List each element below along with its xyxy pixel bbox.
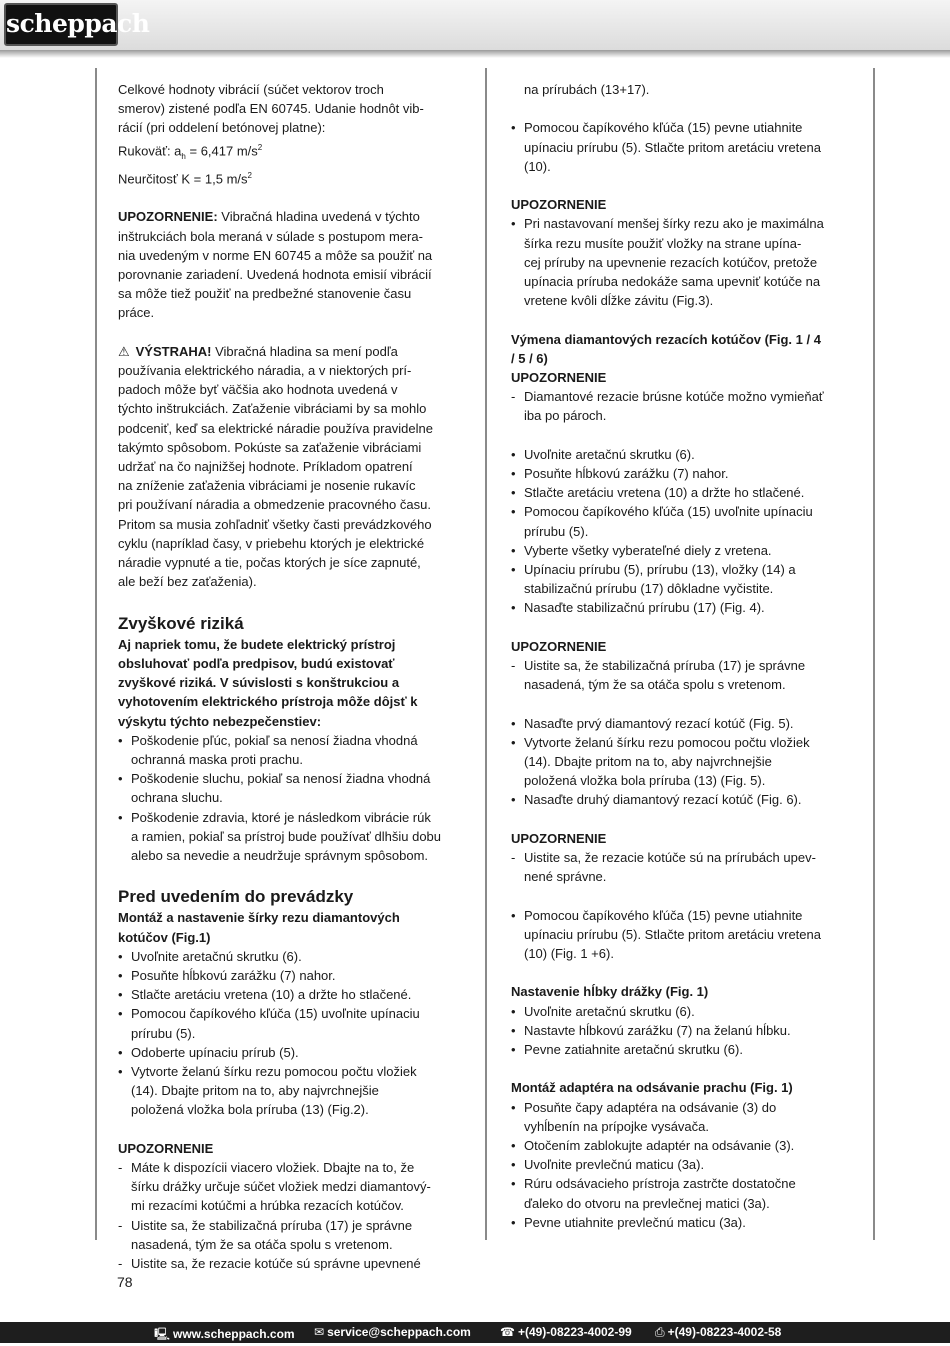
list-item	[511, 1040, 856, 1059]
list-item-line: Otočením zablokujte adaptér na odsávanie (3).	[524, 1138, 795, 1154]
list-marker: •	[511, 907, 516, 923]
list-item	[118, 1254, 463, 1273]
vibration-uncertainty	[118, 166, 463, 189]
list-item-line: stabilizačnú prírubu (17) dôkladne vyčistite.	[524, 581, 774, 597]
list-item-line: Posuňte hĺbkovú zarážku (7) nahor.	[524, 466, 729, 481]
warning-label: VÝSTRAHA!	[132, 343, 212, 359]
list-marker: •	[511, 120, 516, 136]
list-item	[118, 769, 463, 807]
list-item-line: Uistite sa, že rezacie kotúče sú na prírubách upev-	[524, 850, 816, 866]
list-item-line: Nasaďte stabilizačnú prírubu (17) (Fig. 4).	[524, 600, 765, 616]
list-marker: •	[511, 1214, 516, 1230]
warning-line: ale beží bez zaťaženia).	[118, 574, 257, 590]
list-marker: -	[118, 1159, 123, 1175]
vibration-superscript: 2	[257, 142, 263, 152]
list-item-line: položená vložka bola príruba (13) (Fig. 5).	[524, 773, 766, 789]
list-item-line: alebo sa nevedie a neudržuje správnym spôsobom.	[131, 847, 429, 863]
stabilizer-note	[511, 656, 856, 694]
list-item-line: prírubu (5).	[524, 523, 589, 539]
list-item-line: Uistite sa, že stabilizačná príruba (17) je správne	[131, 1217, 413, 1233]
list-item-line: upínaciu prírubu (5). Stlačte pritom aretáciu vretena	[524, 139, 821, 155]
list-item-line: Upínaciu prírubu (5), prírubu (13), vložky (14) a	[524, 562, 796, 578]
list-item	[511, 656, 856, 694]
list-item	[511, 1174, 856, 1212]
list-marker: •	[511, 542, 516, 558]
list-marker: •	[511, 600, 516, 616]
subheading-dust-adapter: Montáž adaptéra na odsávanie prachu (Fig. 1)	[511, 1080, 793, 1096]
list-item-line: Vytvorte želanú šírku rezu pomocou počtu vložiek	[131, 1063, 417, 1079]
list-marker: •	[118, 1063, 123, 1079]
list-marker: •	[118, 1006, 123, 1022]
note-line	[118, 207, 463, 226]
list-item-line: Uvoľnite aretačnú skrutku (6).	[131, 948, 302, 964]
warning-line: Pritom sa musia zohľadniť všetky časti prevádzkového	[118, 516, 432, 532]
list-marker: •	[511, 1042, 516, 1058]
uncertainty-superscript: 2	[247, 170, 252, 180]
column-rule-right	[873, 68, 875, 1240]
residual-risks-line: vyhotovením elektrického prístroja môže dôjsť k	[118, 694, 418, 710]
list-item	[118, 808, 463, 866]
note-heading: UPOZORNENIE	[511, 830, 607, 846]
list-item-line: Nasaďte prvý diamantový rezací kotúč (Fig. 5).	[524, 715, 794, 731]
warning-line: podceniť, keď sa elektrické náradie používa pravidelne	[118, 420, 433, 436]
list-marker: •	[511, 1099, 516, 1115]
note-heading: UPOZORNENIE	[511, 370, 607, 385]
header-bar	[0, 0, 950, 50]
list-marker: •	[118, 987, 123, 1003]
list-marker: -	[511, 658, 516, 674]
subheading-disc-replacement: / 5 / 6)	[511, 350, 548, 366]
footer-web-text: www.scheppach.com	[173, 1327, 295, 1341]
list-item	[511, 1021, 856, 1040]
list-item	[511, 118, 856, 176]
list-item	[511, 906, 856, 964]
list-item-line: šírka rezu musíte použiť vložky na strane upína-	[524, 235, 802, 251]
list-marker: •	[511, 1022, 516, 1038]
list-item-line: a ramien, pokiaľ sa prístroj bude používať dlhšiu dobu	[131, 828, 442, 844]
list-item	[118, 1004, 463, 1042]
tighten-flange-step	[511, 118, 856, 176]
list-item-line: Uvoľnite prevlečnú maticu (3a).	[524, 1157, 705, 1173]
vibration-value: = 6,417 m/s	[185, 142, 258, 158]
list-item-line: Uvoľnite aretačnú skrutku (6).	[524, 1003, 695, 1019]
list-item-line: (14). Dbajte pritom na to, aby najvrchnejšie	[131, 1083, 379, 1099]
list-item	[511, 387, 856, 425]
list-item-line: cej príruby na upevnenie rezacích kotúčov, pretože	[524, 254, 818, 270]
uncertainty-value: Neurčitosť K = 1,5 m/s	[118, 171, 248, 187]
list-item	[511, 445, 856, 464]
note-label: UPOZORNENIE:	[118, 209, 218, 225]
list-item-line: vretene kvôli dĺžke závitu (Fig.3).	[524, 293, 714, 309]
residual-risks-line: zvyškové riziká. V súvislosti s konštrukciou a	[118, 675, 400, 691]
note-line: práce.	[118, 305, 155, 321]
warning-line: náradie vypnuté a tie, počas ktorých je síce zapnuté,	[118, 555, 421, 571]
list-item	[118, 1216, 463, 1254]
list-item-line: Vytvorte želanú šírku rezu pomocou počtu vložiek	[524, 734, 810, 750]
list-item-line: nasadená, tým že sa otáča spolu s vretenom.	[524, 677, 786, 693]
vibration-line: smerov) zistené podľa EN 60745. Udanie hodnôt vib-	[118, 101, 424, 117]
list-item	[118, 1062, 463, 1120]
subheading-disc-replacement: Výmena diamantových rezacích kotúčov (Fig. 1 / 4	[511, 331, 821, 347]
subheading-assembly: Montáž a nastavenie šírky rezu diamantových	[118, 910, 400, 926]
list-item-line: nasadená, tým že sa otáča spolu s vretenom.	[131, 1236, 393, 1252]
list-item	[511, 1155, 856, 1174]
list-marker: •	[511, 1176, 516, 1192]
warning-line: padoch môže byť väčšia ako hodnota uvedená v	[118, 382, 398, 398]
warning-triangle-icon: ⚠	[118, 343, 130, 359]
list-marker: •	[511, 1003, 516, 1019]
warning-paragraph	[118, 361, 463, 591]
pairs-note	[511, 387, 856, 425]
list-item	[118, 947, 463, 966]
list-item-line: Stlačte aretáciu vretena (10) a držte ho stlačené.	[131, 987, 412, 1003]
left-column	[118, 80, 463, 1273]
list-item-line: položená vložka bola príruba (13) (Fig.2).	[131, 1102, 369, 1118]
list-item-line: upínacia príruba nedokáže sama upevniť kotúče na	[524, 274, 821, 289]
column-rule-middle	[485, 68, 487, 1240]
envelope-icon: ✉	[314, 1325, 325, 1339]
list-item-line: vyhĺbenín na prípojke vysávača.	[524, 1118, 709, 1134]
list-item-line: Pomocou čapíkového kľúča (15) uvoľnite upínaciu	[131, 1006, 420, 1022]
residual-risks-line: obsluhovať podľa predpisov, budú existovať	[118, 655, 395, 671]
list-item	[511, 598, 856, 617]
list-item	[511, 1213, 856, 1232]
list-item	[118, 731, 463, 769]
footer-phone	[500, 1325, 632, 1339]
list-item-line: Nasaďte druhý diamantový rezací kotúč (Fig. 6).	[524, 792, 802, 808]
list-item-line: Posuňte hĺbkovú zarážku (7) nahor.	[131, 967, 336, 983]
residual-risks-line: Aj napriek tomu, že budete elektrický prístroj	[118, 636, 396, 652]
phone-icon: ☎	[500, 1325, 515, 1339]
groove-depth-steps	[511, 1002, 856, 1060]
list-marker: •	[511, 734, 516, 750]
list-item-line: Pomocou čapíkového kľúča (15) pevne utiahnite	[524, 907, 803, 923]
header-shadow	[0, 50, 950, 58]
list-item-line: Diamantové rezacie brúsne kotúče možno vymieňať	[524, 389, 824, 405]
disc-replacement-steps	[511, 445, 856, 618]
vibration-label: Rukoväť: a	[118, 142, 182, 158]
warning-line: týchto inštrukciách. Zaťaženie vibráciami by sa mohlo	[118, 401, 427, 417]
note-line: nia uvedeným v norme EN 60745 a môže sa použiť na	[118, 247, 433, 263]
list-marker: •	[511, 715, 516, 731]
list-marker: -	[511, 389, 516, 405]
warning-line: používania elektrického náradia, a v niektorých prí-	[118, 363, 412, 379]
list-item-line: mi rezacími kotúčmi a hrúbka rezacích kotúčov.	[131, 1198, 404, 1214]
computer-icon: 🖳	[154, 1327, 171, 1341]
list-item-line: iba po pároch.	[524, 408, 607, 424]
list-item-line: Pevne utiahnite prevlečnú maticu (3a).	[524, 1214, 746, 1230]
list-item-line: Pomocou čapíkového kľúča (15) pevne utiahnite	[524, 120, 803, 136]
list-item	[511, 848, 856, 886]
list-item-line: šírku drážky určuje súčet vložiek medzi diamantový-	[131, 1179, 431, 1195]
vibration-line: rácií (pri oddelení betónovej platne):	[118, 120, 326, 136]
section-heading-residual-risks: Zvyškové riziká	[118, 613, 244, 633]
assembly-steps-list	[118, 947, 463, 1120]
list-item-line: Uvoľnite aretačnú skrutku (6).	[524, 446, 695, 462]
list-item	[511, 1136, 856, 1155]
list-item-line: Stlačte aretáciu vretena (10) a držte ho stlačené.	[524, 485, 805, 501]
list-marker: •	[511, 446, 516, 462]
list-marker: •	[511, 1138, 516, 1154]
spacers-note	[511, 214, 856, 310]
list-item	[118, 985, 463, 1004]
vibration-handle-value	[118, 138, 463, 166]
list-marker: •	[511, 504, 516, 520]
list-marker: •	[511, 792, 516, 808]
note-line: porovnanie zariadení. Uvedená hodnota emisií vibrácií	[118, 267, 432, 283]
note-heading: UPOZORNENIE	[511, 197, 607, 213]
disc-fit-note	[511, 848, 856, 886]
list-marker: •	[118, 1044, 123, 1060]
list-item-line: Posuňte čapy adaptéra na odsávanie (3) do	[524, 1099, 777, 1115]
list-item	[118, 966, 463, 985]
page-number: 78	[117, 1274, 133, 1290]
list-item	[511, 560, 856, 598]
list-marker: •	[118, 732, 123, 748]
footer-fax-text: +(49)-08223-4002-58	[667, 1325, 782, 1339]
list-item-line: ochranná maska proti prachu.	[131, 751, 303, 767]
list-item-line: upínaciu prírubu (5). Stlačte pritom aretáciu vretena	[524, 926, 821, 942]
list-item-line: ďaleko do otvoru na prevlečnej matici (3a).	[524, 1195, 770, 1211]
list-marker: •	[118, 771, 123, 787]
list-marker: -	[511, 850, 516, 866]
list-item-line: ochrana sluchu.	[131, 790, 223, 806]
warning-line: pri používaní náradia a obmedzenie pracovného času.	[118, 497, 431, 513]
warning-line: cyklu (napríklad časy, v priebehu ktorých je elektrické	[118, 535, 425, 551]
list-item-line: Odoberte upínaciu prírub (5).	[131, 1044, 299, 1060]
list-item	[511, 714, 856, 733]
note-dash-list	[118, 1158, 463, 1273]
subheading-groove-depth: Nastavenie hĺbky drážky (Fig. 1)	[511, 984, 709, 1000]
list-item-line: (10) (Fig. 1 +6).	[524, 946, 614, 962]
list-item-line: Pevne zatiahnite aretačnú skrutku (6).	[524, 1042, 743, 1058]
list-marker: •	[511, 485, 516, 501]
list-marker: •	[118, 948, 123, 964]
residual-risks-line: výskytu týchto nebezpečenstiev:	[118, 713, 322, 729]
brand-logo: scheppach	[4, 3, 118, 46]
list-item	[118, 1158, 463, 1216]
list-item-line: Pri nastavovaní menšej šírky rezu ako je maximálna	[524, 216, 824, 232]
dust-adapter-steps	[511, 1098, 856, 1232]
tighten-flange-step-2	[511, 906, 856, 964]
list-item	[511, 733, 856, 791]
list-item	[511, 464, 856, 483]
list-item-line: Rúru odsávacieho prístroja zastrčte dostatočne	[524, 1176, 796, 1192]
list-item	[511, 1098, 856, 1136]
continuation-line: na prírubách (13+17).	[524, 82, 650, 97]
vibration-subscript: h	[181, 151, 186, 161]
list-marker: •	[118, 809, 123, 825]
footer-fax	[655, 1325, 781, 1340]
list-item	[511, 790, 856, 809]
note-heading: UPOZORNENIE	[511, 638, 607, 654]
list-item-line: nené správne.	[524, 869, 607, 885]
footer-email[interactable]	[314, 1325, 471, 1339]
list-item-line: Pomocou čapíkového kľúča (15) uvoľnite upínaciu	[524, 504, 813, 520]
section-heading-before-use: Pred uvedením do prevádzky	[118, 887, 354, 907]
list-item-line: prírubu (5).	[131, 1025, 196, 1041]
fax-icon: ⎙	[655, 1325, 665, 1339]
note-text: Vibračná hladina uvedená v týchto	[217, 209, 420, 225]
list-item-line: Poškodenie zdravia, ktoré je následkom vibrácie rúk	[131, 809, 431, 825]
list-item	[511, 502, 856, 540]
list-item-line: Nastavte hĺbkovú zarážku (7) na želanú hĺbku.	[524, 1022, 791, 1038]
list-item	[511, 483, 856, 502]
list-item-line: Poškodenie pľúc, pokiaľ sa nenosí žiadna vhodná	[131, 732, 418, 748]
warning-line: takýmto spôsobom. Pokúste sa zaťaženie vibráciami	[118, 439, 422, 455]
subheading-assembly: kotúčov (Fig.1)	[118, 929, 211, 945]
footer-bar	[0, 1322, 950, 1343]
list-item	[511, 1002, 856, 1021]
list-item-line: Vyberte všetky vyberateľné diely z vretena.	[524, 542, 772, 558]
list-marker: -	[118, 1217, 123, 1233]
list-marker: •	[118, 967, 123, 983]
column-rule-left	[95, 68, 97, 1240]
list-item	[511, 214, 856, 310]
list-marker: •	[511, 1157, 516, 1173]
disc-mounting-steps	[511, 714, 856, 810]
list-marker: •	[511, 216, 516, 232]
list-item-line: Uistite sa, že stabilizačná príruba (17) je správne	[524, 658, 806, 674]
warning-line	[118, 342, 463, 361]
footer-phone-text: +(49)-08223-4002-99	[517, 1325, 632, 1339]
list-item-line: Poškodenie sluchu, pokiaľ sa nenosí žiadna vhodná	[131, 771, 431, 787]
warning-line: na zníženie zaťaženia vibráciami je nosenie rukavíc	[118, 478, 416, 494]
list-item-line: (14). Dbajte pritom na to, aby najvrchnejšie	[524, 754, 772, 770]
footer-email-text: service@scheppach.com	[327, 1325, 471, 1339]
list-marker: •	[511, 466, 516, 481]
note-line: sa môže tiež použiť na predbežné stanovenie času	[118, 286, 412, 302]
note-heading: UPOZORNENIE	[118, 1140, 214, 1156]
residual-risks-intro	[118, 635, 463, 731]
note-line: inštrukciách bola meraná v súlade s postupom mera-	[118, 228, 423, 244]
list-marker: •	[511, 562, 516, 578]
list-item	[118, 1043, 463, 1062]
list-item-line: (10).	[524, 158, 551, 174]
warning-line: udržať na čo najnižšej hodnote. Príkladom opatrení	[118, 459, 413, 475]
list-item-line: Máte k dispozícii viacero vložiek. Dbajte na to, že	[131, 1159, 415, 1175]
vibration-line: Celkové hodnoty vibrácií (súčet vektorov troch	[118, 82, 384, 97]
list-item-line: Uistite sa, že rezacie kotúče sú správne upevnené	[131, 1255, 421, 1271]
list-item	[511, 541, 856, 560]
residual-risks-list	[118, 731, 463, 865]
list-marker: -	[118, 1255, 123, 1271]
right-column	[511, 80, 856, 1232]
warning-text: Vibračná hladina sa mení podľa	[211, 343, 398, 359]
